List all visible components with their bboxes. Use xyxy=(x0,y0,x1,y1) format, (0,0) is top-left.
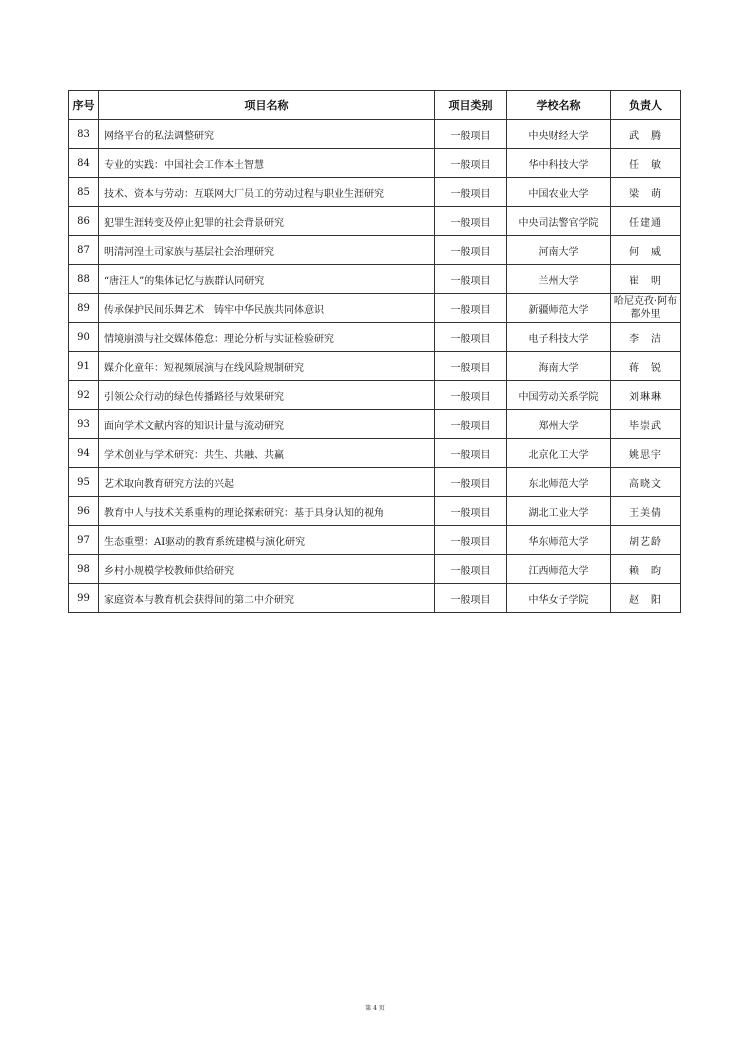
table-row xyxy=(69,207,681,236)
project-table xyxy=(68,90,681,613)
cell-school: 东北师范大学 xyxy=(507,468,611,497)
cell-category: 一般项目 xyxy=(435,555,507,584)
cell-project-name: 乡村小规模学校教师供给研究 xyxy=(99,555,435,584)
cell-project-name: 专业的实践：中国社会工作本土智慧 xyxy=(99,149,435,178)
cell-school: 中国劳动关系学院 xyxy=(507,381,611,410)
cell-person: 崔 明 xyxy=(611,265,681,294)
cell-category: 一般项目 xyxy=(435,526,507,555)
cell-category: 一般项目 xyxy=(435,178,507,207)
cell-person: 任 敏 xyxy=(611,149,681,178)
cell-person: 武 腾 xyxy=(611,120,681,149)
cell-project-name: 学术创业与学术研究：共生、共融、共赢 xyxy=(99,439,435,468)
cell-person: 何 威 xyxy=(611,236,681,265)
cell-project-name: 艺术取向教育研究方法的兴起 xyxy=(99,468,435,497)
cell-num: 96 xyxy=(69,497,99,526)
header-name: 项目名称 xyxy=(99,91,435,120)
cell-project-name: 情境崩溃与社交媒体倦怠：理论分析与实证检验研究 xyxy=(99,323,435,352)
cell-project-name: “唐汪人”的集体记忆与族群认同研究 xyxy=(99,265,435,294)
cell-project-name: 犯罪生涯转变及停止犯罪的社会背景研究 xyxy=(99,207,435,236)
cell-project-name: 教育中人与技术关系重构的理论探索研究：基于具身认知的视角 xyxy=(99,497,435,526)
table-row xyxy=(69,294,681,323)
cell-project-name: 生态重塑：AI驱动的教育系统建模与演化研究 xyxy=(99,526,435,555)
cell-project-name: 媒介化童年：短视频展演与在线风险规制研究 xyxy=(99,352,435,381)
cell-project-name: 面向学术文献内容的知识计量与流动研究 xyxy=(99,410,435,439)
cell-category: 一般项目 xyxy=(435,410,507,439)
table-row xyxy=(69,526,681,555)
table-row xyxy=(69,352,681,381)
cell-num: 98 xyxy=(69,555,99,584)
cell-school: 中华女子学院 xyxy=(507,584,611,613)
cell-num: 95 xyxy=(69,468,99,497)
cell-category: 一般项目 xyxy=(435,584,507,613)
table-row xyxy=(69,381,681,410)
cell-person: 毕崇武 xyxy=(611,410,681,439)
cell-project-name: 明清河湟土司家族与基层社会治理研究 xyxy=(99,236,435,265)
cell-person: 任建通 xyxy=(611,207,681,236)
cell-num: 92 xyxy=(69,381,99,410)
cell-num: 89 xyxy=(69,294,99,323)
cell-person: 胡艺龄 xyxy=(611,526,681,555)
cell-person: 姚思宇 xyxy=(611,439,681,468)
cell-category: 一般项目 xyxy=(435,352,507,381)
cell-num: 91 xyxy=(69,352,99,381)
header-num: 序号 xyxy=(69,91,99,120)
cell-school: 兰州大学 xyxy=(507,265,611,294)
table-row xyxy=(69,120,681,149)
cell-project-name: 引领公众行动的绿色传播路径与效果研究 xyxy=(99,381,435,410)
cell-project-name: 传承保护民间乐舞艺术 铸牢中华民族共同体意识 xyxy=(99,294,435,323)
table-row xyxy=(69,468,681,497)
table-header-row xyxy=(69,91,681,120)
cell-num: 86 xyxy=(69,207,99,236)
cell-school: 中国农业大学 xyxy=(507,178,611,207)
cell-category: 一般项目 xyxy=(435,381,507,410)
cell-num: 90 xyxy=(69,323,99,352)
cell-person: 赖 昀 xyxy=(611,555,681,584)
header-person: 负责人 xyxy=(611,91,681,120)
table-row xyxy=(69,178,681,207)
cell-school: 湖北工业大学 xyxy=(507,497,611,526)
cell-category: 一般项目 xyxy=(435,497,507,526)
cell-num: 94 xyxy=(69,439,99,468)
cell-num: 85 xyxy=(69,178,99,207)
cell-num: 87 xyxy=(69,236,99,265)
cell-person: 哈尼克孜·阿布都外里 xyxy=(611,294,681,323)
cell-project-name: 技术、资本与劳动：互联网大厂员工的劳动过程与职业生涯研究 xyxy=(99,178,435,207)
cell-school: 中央司法警官学院 xyxy=(507,207,611,236)
table-row xyxy=(69,236,681,265)
cell-num: 83 xyxy=(69,120,99,149)
cell-category: 一般项目 xyxy=(435,265,507,294)
cell-num: 88 xyxy=(69,265,99,294)
cell-school: 电子科技大学 xyxy=(507,323,611,352)
cell-school: 中央财经大学 xyxy=(507,120,611,149)
cell-project-name: 家庭资本与教育机会获得间的第二中介研究 xyxy=(99,584,435,613)
cell-school: 北京化工大学 xyxy=(507,439,611,468)
cell-person: 李 洁 xyxy=(611,323,681,352)
cell-person: 梁 萌 xyxy=(611,178,681,207)
cell-project-name: 网络平台的私法调整研究 xyxy=(99,120,435,149)
cell-num: 97 xyxy=(69,526,99,555)
table-row xyxy=(69,497,681,526)
cell-person: 蒋 锐 xyxy=(611,352,681,381)
cell-category: 一般项目 xyxy=(435,236,507,265)
cell-school: 江西师范大学 xyxy=(507,555,611,584)
cell-num: 93 xyxy=(69,410,99,439)
cell-school: 郑州大学 xyxy=(507,410,611,439)
cell-category: 一般项目 xyxy=(435,439,507,468)
cell-category: 一般项目 xyxy=(435,120,507,149)
cell-category: 一般项目 xyxy=(435,149,507,178)
page-number: 第 4 页 xyxy=(365,1005,385,1012)
cell-person: 刘琳琳 xyxy=(611,381,681,410)
cell-num: 84 xyxy=(69,149,99,178)
cell-num: 99 xyxy=(69,584,99,613)
header-school: 学校名称 xyxy=(507,91,611,120)
cell-category: 一般项目 xyxy=(435,323,507,352)
cell-school: 华中科技大学 xyxy=(507,149,611,178)
table-row xyxy=(69,439,681,468)
table-row xyxy=(69,555,681,584)
cell-person: 赵 阳 xyxy=(611,584,681,613)
cell-school: 河南大学 xyxy=(507,236,611,265)
cell-category: 一般项目 xyxy=(435,294,507,323)
cell-school: 华东师范大学 xyxy=(507,526,611,555)
cell-category: 一般项目 xyxy=(435,468,507,497)
cell-school: 新疆师范大学 xyxy=(507,294,611,323)
cell-category: 一般项目 xyxy=(435,207,507,236)
header-category: 项目类别 xyxy=(435,91,507,120)
cell-person: 王美倩 xyxy=(611,497,681,526)
table-row xyxy=(69,149,681,178)
cell-school: 海南大学 xyxy=(507,352,611,381)
table-row xyxy=(69,584,681,613)
table-row xyxy=(69,410,681,439)
table-row xyxy=(69,265,681,294)
cell-person: 高晓文 xyxy=(611,468,681,497)
table-row xyxy=(69,323,681,352)
